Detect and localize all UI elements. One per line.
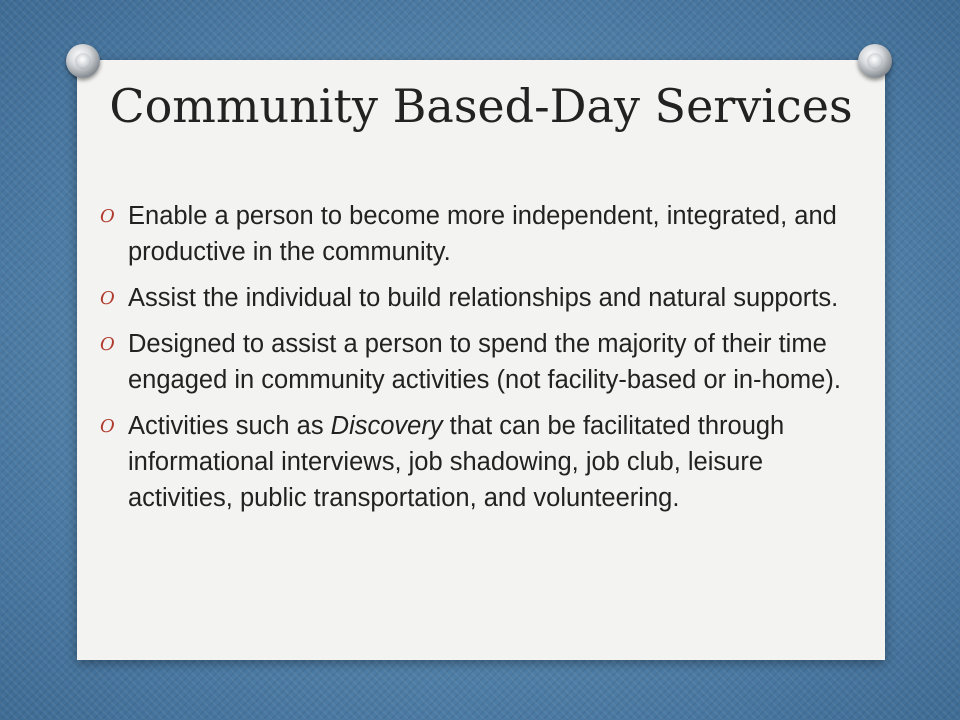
bullet-text: Designed to assist a person to spend the majority of their time engaged in community activities (not facility-based or in-home).: [128, 330, 841, 394]
bullet-item: [100, 198, 870, 270]
bullet-marker-icon: O: [100, 288, 115, 309]
bullet-text-emphasis: Discovery: [330, 412, 443, 440]
thumbtack-icon: [858, 44, 892, 78]
bullet-item: [100, 408, 870, 516]
bullet-item: [100, 280, 870, 316]
bullet-text: Assist the individual to build relationships and natural supports.: [128, 284, 839, 312]
bullet-marker-icon: O: [100, 334, 115, 355]
slide-title: Community Based-Day Services: [109, 79, 853, 133]
bullet-item: [100, 326, 870, 398]
bullet-text: Enable a person to become more independent, integrated, and productive in the community.: [128, 202, 837, 266]
bullet-text-post: that can be facilitated through informational interviews, job shadowing, job club, leisure activities, public transportation, and volunteering.: [128, 412, 785, 512]
bullet-list: [100, 198, 870, 526]
bullet-marker-icon: O: [100, 416, 115, 437]
bullet-marker-icon: O: [100, 206, 115, 227]
bullet-text-pre: Activities such as: [128, 412, 331, 440]
thumbtack-icon: [66, 44, 100, 78]
